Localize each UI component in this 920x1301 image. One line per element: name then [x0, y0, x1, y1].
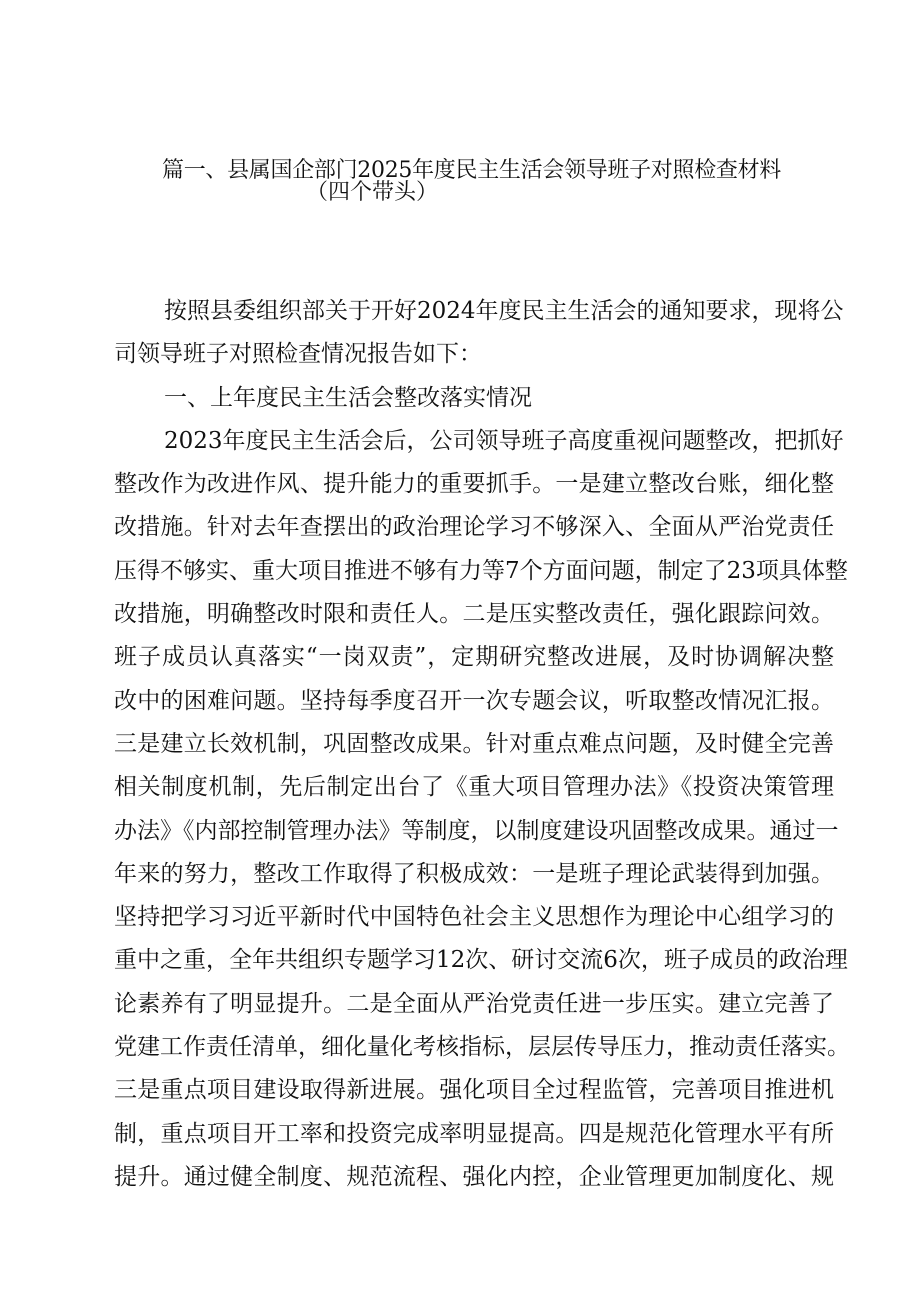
body-line: 整改作为改进作风、提升能力的重要抓手。一是建立整改台账，细化整 [114, 471, 834, 498]
body-line: 压得不够实、重大项目推进不够有力等7个方面问题，制定了23项具体整 [114, 557, 848, 584]
body-line: 按照县委组织部关于开好2024年度民主生活会的通知要求，现将公 [164, 298, 844, 324]
body-line: 2023年度民主生活会后，公司领导班子高度重视问题整改，把抓好 [164, 427, 844, 454]
body-line: 坚持把学习习近平新时代中国特色社会主义思想作为理论中心组学习的 [114, 904, 834, 931]
body-line: 提升。通过健全制度、规范流程、强化内控，企业管理更加制度化、规 [114, 1163, 834, 1190]
body-line: 改中的困难问题。坚持每季度召开一次专题会议，听取整改情况汇报。 [114, 687, 834, 714]
body-line: 重中之重，全年共组织专题学习12次、研讨交流6次，班子成员的政治理 [114, 947, 848, 974]
body-line: 办法》《内部控制管理办法》等制度，以制度建设巩固整改成果。通过一 [114, 817, 839, 844]
body-line: 三是重点项目建设取得新进展。强化项目全过程监管，完善项目推进机 [114, 1077, 834, 1104]
section-heading: 一、上年度民主生活会整改落实情况 [164, 384, 532, 411]
document-body [114, 290, 850, 1199]
body-line: 相关制度机制，先后制定出台了《重大项目管理办法》《投资决策管理 [114, 774, 834, 801]
body-line: 制，重点项目开工率和投资完成率明显提高。四是规范化管理水平有所 [114, 1120, 834, 1147]
body-line: 改措施，明确整改时限和责任人。二是压实整改责任，强化跟踪问效。 [114, 601, 834, 628]
document-title: 篇一、县属国企部门2025年度民主生活会领导班子对照检查材料 [162, 158, 781, 183]
body-line: 三是建立长效机制，巩固整改成果。针对重点难点问题，及时健全完善 [114, 730, 834, 757]
body-line: 司领导班子对照检查情况报告如下： [114, 341, 482, 368]
body-line: 年来的努力，整改工作取得了积极成效：一是班子理论武装得到加强。 [114, 860, 834, 887]
document-subtitle: （四个带头） [306, 180, 439, 205]
body-line: 班子成员认真落实“一岗双责”，定期研究整改进展，及时协调解决整 [114, 644, 834, 671]
body-line: 党建工作责任清单，细化量化考核指标，层层传导压力，推动责任落实。 [114, 1034, 850, 1061]
body-line: 改措施。针对去年查摆出的政治理论学习不够深入、全面从严治党责任 [114, 514, 834, 541]
body-line: 论素养有了明显提升。二是全面从严治党责任进一步压实。建立完善了 [114, 990, 834, 1017]
